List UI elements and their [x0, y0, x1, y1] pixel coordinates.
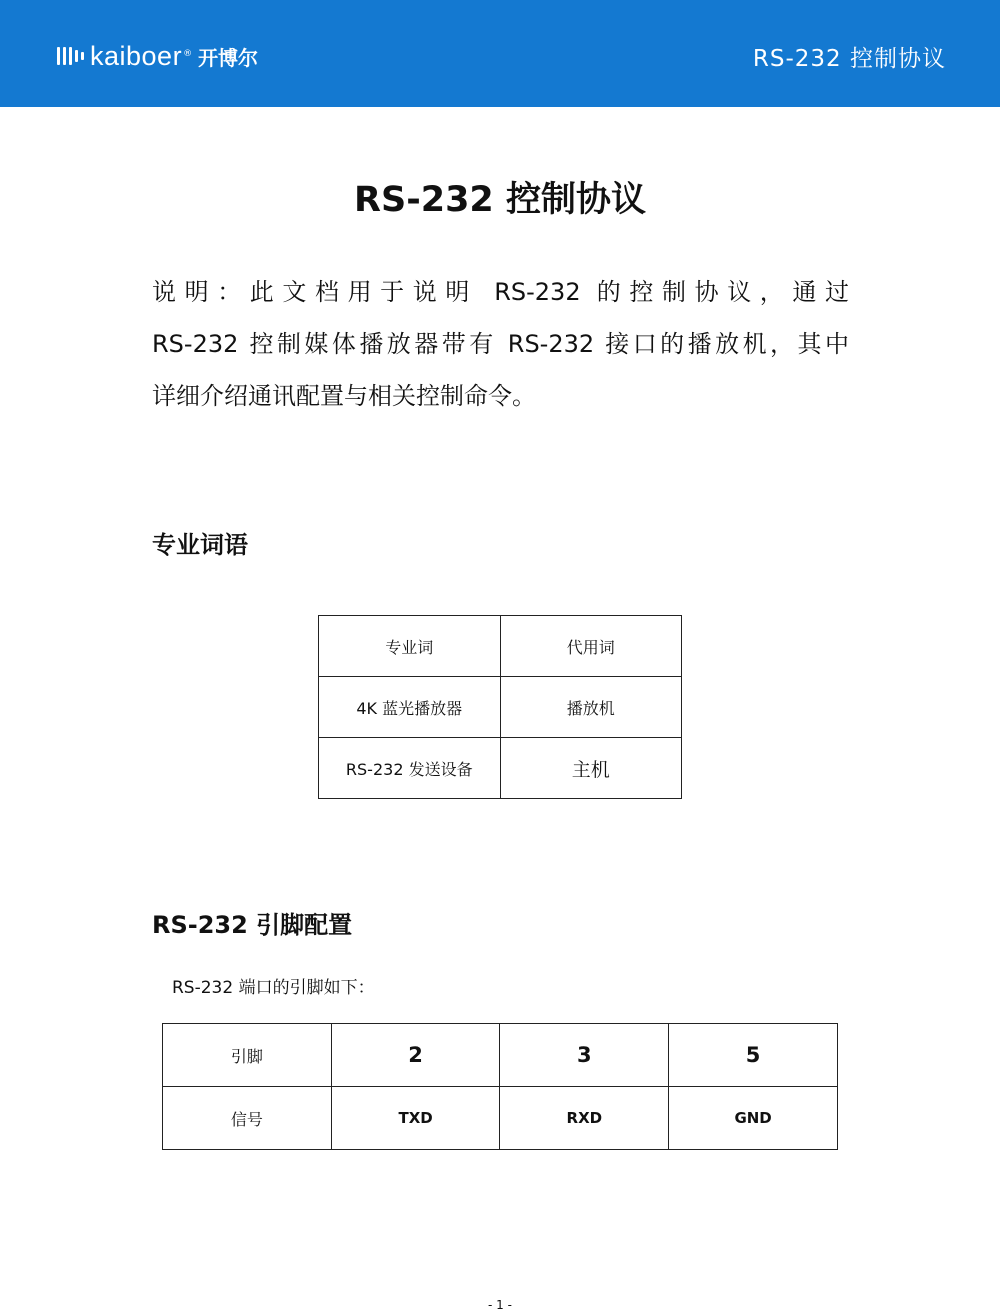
- terms-cell: RS-232 发送设备: [319, 738, 501, 799]
- pins-table: [162, 1023, 838, 1150]
- table-row: [163, 1087, 838, 1150]
- logo-registered-mark: ®: [183, 49, 193, 59]
- signal-name: GND: [669, 1087, 838, 1150]
- table-row: [319, 677, 682, 738]
- pin-number: 3: [500, 1024, 669, 1087]
- terms-section-title: 专业词语: [152, 531, 248, 559]
- pin-number: 2: [331, 1024, 500, 1087]
- intro-line-1: 说明：此文档用于说明 RS-232 的控制协议，通过: [152, 278, 849, 306]
- logo-chinese-text: 开博尔: [198, 45, 259, 70]
- page-number: - 1 -: [488, 1298, 512, 1312]
- signal-row-label: 信号: [163, 1087, 332, 1150]
- table-row: [319, 738, 682, 799]
- pins-section-title: RS-232 引脚配置: [152, 911, 353, 939]
- terms-header-alias: 代用词: [500, 616, 681, 677]
- terms-table: [318, 615, 682, 799]
- terms-cell: 4K 蓝光播放器: [319, 677, 501, 738]
- table-row: [163, 1024, 838, 1087]
- terms-header-term: 专业词: [319, 616, 501, 677]
- page-header: [0, 0, 1000, 107]
- signal-name: TXD: [331, 1087, 500, 1150]
- document-title: RS-232 控制协议: [354, 180, 646, 220]
- terms-cell: 主机: [500, 738, 681, 799]
- header-title: RS-232 控制协议: [752, 46, 946, 72]
- kaiboer-logo: [57, 38, 258, 74]
- terms-cell: 播放机: [500, 677, 681, 738]
- pin-row-label: 引脚: [163, 1024, 332, 1087]
- intro-line-3: 详细介绍通讯配置与相关控制命令。: [152, 382, 536, 410]
- table-row: [319, 616, 682, 677]
- pins-intro-text: RS-232 端口的引脚如下：: [172, 978, 375, 998]
- logo-text: kaiboer: [90, 40, 183, 71]
- logo-bars-icon: [57, 47, 84, 65]
- pin-number: 5: [669, 1024, 838, 1087]
- signal-name: RXD: [500, 1087, 669, 1150]
- intro-line-2: RS-232 控制媒体播放器带有 RS-232 接口的播放机，其中: [152, 330, 849, 358]
- intro-paragraph: [152, 266, 849, 422]
